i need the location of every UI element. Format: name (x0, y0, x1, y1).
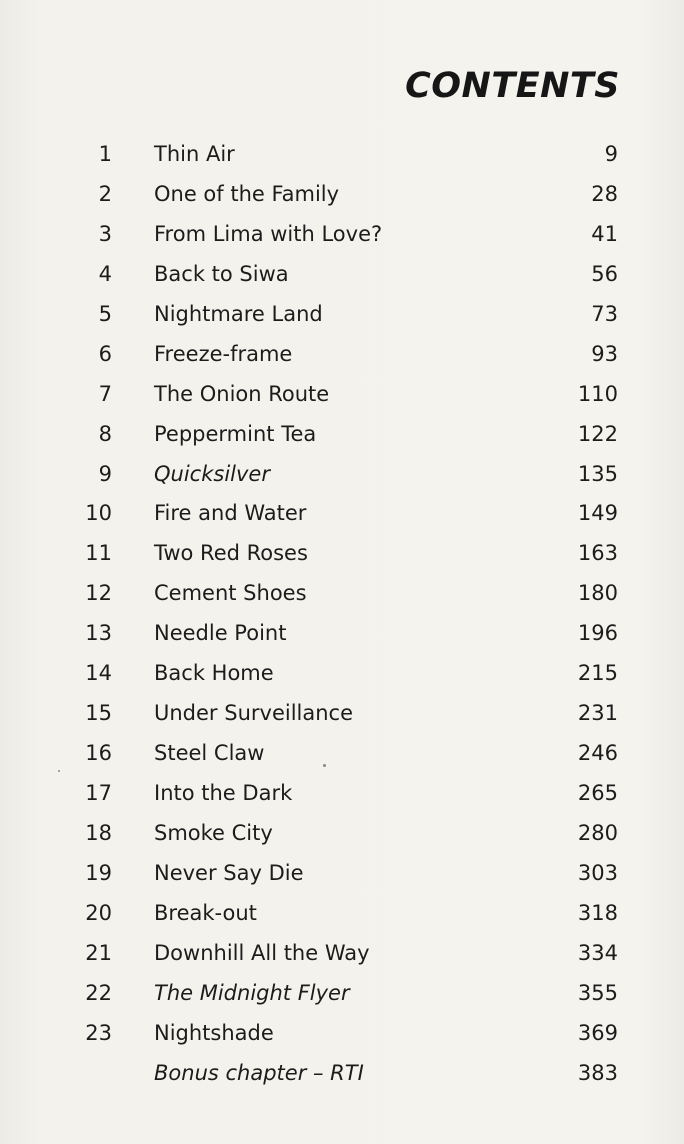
paper-speck (323, 764, 326, 767)
page-number: 383 (577, 1060, 618, 1085)
chapter-title: Thin Air (154, 142, 235, 166)
chapter-number: 17 (85, 781, 112, 805)
chapter-number: 13 (85, 621, 112, 646)
page-number: 28 (591, 181, 618, 206)
page-number: 334 (577, 940, 618, 965)
toc-entry (0, 693, 684, 733)
chapter-title: Steel Claw (154, 741, 265, 766)
chapter-title: Back to Siwa (154, 261, 289, 286)
chapter-number: 6 (98, 341, 112, 366)
toc-entry (0, 294, 684, 334)
page-number: 280 (577, 820, 618, 845)
chapter-title: Freeze-frame (154, 341, 293, 366)
toc-entry (0, 653, 684, 693)
chapter-number: 5 (98, 301, 112, 326)
toc-entry (0, 454, 684, 494)
toc-entry (0, 533, 684, 573)
chapter-number: 23 (85, 1020, 112, 1045)
toc-entry (0, 893, 684, 933)
chapter-number: 20 (85, 900, 112, 925)
page-number: 196 (577, 621, 618, 646)
page-number: 355 (577, 980, 618, 1005)
chapter-title: Under Surveillance (154, 701, 354, 726)
page-number: 265 (577, 781, 618, 805)
page-number: 73 (591, 301, 618, 326)
toc-entry (0, 613, 684, 653)
chapter-number: 9 (98, 461, 112, 486)
page-number: 93 (591, 341, 618, 366)
toc-entry (0, 134, 684, 174)
toc-entry (0, 973, 684, 1013)
toc-entry (0, 813, 684, 853)
chapter-title: The Midnight Flyer (154, 980, 350, 1005)
chapter-number: 11 (85, 541, 112, 566)
toc-entry (0, 1013, 684, 1053)
toc-entry (0, 174, 684, 214)
chapter-number: 7 (98, 381, 112, 406)
toc-entry (0, 733, 684, 773)
chapter-number: 19 (85, 860, 112, 885)
page-number: 122 (577, 421, 618, 446)
chapter-number: 4 (98, 261, 112, 286)
toc-entry (0, 254, 684, 294)
chapter-title: Peppermint Tea (154, 421, 317, 446)
chapter-number: 16 (85, 741, 112, 766)
chapter-number: 8 (98, 421, 112, 446)
chapter-title: From Lima with Love? (154, 221, 383, 246)
page-number: 246 (577, 741, 618, 766)
chapter-title: Never Say Die (154, 860, 304, 885)
chapter-title: Downhill All the Way (154, 940, 370, 965)
toc-entry (0, 214, 684, 254)
chapter-title: Needle Point (154, 621, 287, 646)
toc-entry (0, 374, 684, 414)
chapter-title: Into the Dark (154, 781, 293, 805)
page-number: 163 (577, 541, 618, 566)
chapter-title: The Onion Route (154, 381, 330, 406)
contents-heading: CONTENTS (405, 66, 620, 106)
chapter-number: 15 (85, 701, 112, 726)
page-number: 180 (577, 581, 618, 606)
chapter-title: Smoke City (154, 820, 273, 845)
toc-entry (0, 933, 684, 973)
chapter-title: One of the Family (154, 181, 340, 206)
page-number: 215 (577, 661, 618, 686)
page-number: 9 (604, 142, 618, 166)
chapter-number: 2 (98, 181, 112, 206)
chapter-title: Nightshade (154, 1020, 274, 1045)
chapter-title: Fire and Water (154, 501, 307, 526)
chapter-title: Bonus chapter – RTI (154, 1060, 364, 1085)
table-of-contents (0, 134, 684, 1093)
page-number: 41 (591, 221, 618, 246)
chapter-number: 1 (98, 142, 112, 166)
page-number: 149 (577, 501, 618, 526)
toc-entry (0, 493, 684, 533)
toc-entry (0, 773, 684, 813)
toc-entry (0, 853, 684, 893)
toc-entry (0, 1053, 684, 1093)
chapter-title: Quicksilver (154, 461, 270, 486)
chapter-title: Cement Shoes (154, 581, 307, 606)
page-number: 231 (577, 701, 618, 726)
toc-entry (0, 334, 684, 374)
page-number: 110 (577, 381, 618, 406)
page-number: 318 (577, 900, 618, 925)
chapter-number: 12 (85, 581, 112, 606)
chapter-number: 10 (85, 501, 112, 526)
chapter-number: 22 (85, 980, 112, 1005)
page-number: 303 (577, 860, 618, 885)
chapter-title: Two Red Roses (154, 541, 308, 566)
chapter-number: 18 (85, 820, 112, 845)
chapter-title: Back Home (154, 661, 274, 686)
chapter-number: 14 (85, 661, 112, 686)
toc-entry (0, 573, 684, 613)
paper-speck (58, 770, 60, 772)
chapter-title: Break-out (154, 900, 257, 925)
chapter-number: 3 (98, 221, 112, 246)
page-number: 369 (577, 1020, 618, 1045)
toc-entry (0, 414, 684, 454)
chapter-number: 21 (85, 940, 112, 965)
page-number: 56 (591, 261, 618, 286)
page-number: 135 (577, 461, 618, 486)
chapter-title: Nightmare Land (154, 301, 323, 326)
